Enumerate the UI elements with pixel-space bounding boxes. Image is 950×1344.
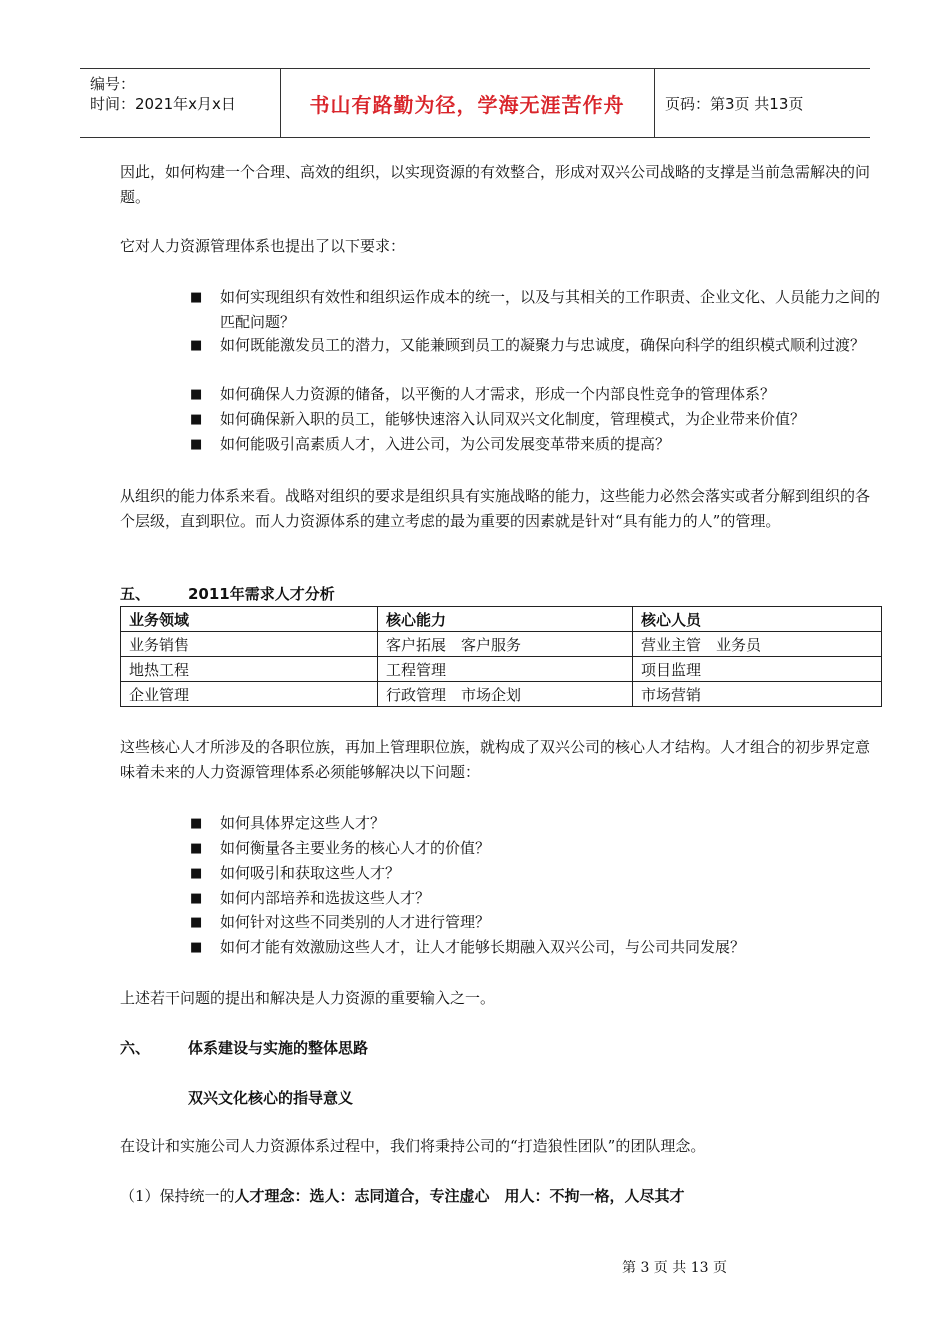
list-item-text: ■ 如何能吸引高素质人才，入进公司，为公司发展变革带来质的提高？ bbox=[220, 435, 671, 453]
table-cell: 客户拓展 客户服务 bbox=[378, 632, 633, 657]
list-item-text: ■ 如何衡量各主要业务的核心人才的价值？ bbox=[220, 839, 491, 857]
list-item bbox=[190, 886, 880, 911]
paragraph-2: 它对人力资源管理体系也提出了以下要求： bbox=[120, 237, 406, 255]
list-item bbox=[190, 836, 880, 861]
paragraph-5: 上述若干问题的提出和解决是人力资源的重要输入之一。 bbox=[120, 989, 496, 1007]
header-left-cell bbox=[80, 69, 281, 137]
table-cell: 项目监理 bbox=[633, 657, 882, 682]
talent-philosophy bbox=[120, 1184, 870, 1209]
list-item bbox=[190, 910, 880, 935]
table-cell: 工程管理 bbox=[378, 657, 633, 682]
table-cell: 企业管理 bbox=[121, 682, 378, 707]
table-row bbox=[121, 682, 882, 707]
page-code: 页码：第3页 共13页 bbox=[665, 94, 804, 113]
paragraph-4: 这些核心人才所涉及的各职位族，再加上管理职位族，就构成了双兴公司的核心人才结构。人才组合的初步界定意味着未来的人力资源管理体系必须能够解决以下问题： bbox=[120, 738, 871, 781]
table-cell: 业务销售 bbox=[121, 632, 378, 657]
section-6-title: 体系建设与实施的整体思路 bbox=[188, 1039, 369, 1057]
table-header-row bbox=[121, 607, 882, 632]
section-6-number: 六、 bbox=[120, 1039, 151, 1057]
motto: 书山有路勤为径，学海无涯苦作舟 bbox=[309, 92, 625, 117]
list-item-text: ■ 如何吸引和获取这些人才？ bbox=[220, 864, 401, 882]
table-cell: 行政管理 市场企划 bbox=[378, 682, 633, 707]
list-item bbox=[190, 382, 880, 407]
list-item bbox=[190, 861, 880, 886]
table-header-cell: 核心人员 bbox=[633, 607, 882, 632]
paragraph-1 bbox=[120, 160, 870, 210]
list-item bbox=[190, 935, 880, 960]
table-cell: 营业主管 业务员 bbox=[633, 632, 882, 657]
table-cell: 地热工程 bbox=[121, 657, 378, 682]
talent-prefix: （1）保持统一的 bbox=[120, 1187, 235, 1205]
list-item-text: ■ 如何确保新入职的员工，能够快速溶入认同双兴文化制度，管理模式，为企业带来价值？ bbox=[220, 410, 806, 428]
paragraph-3: 从组织的能力体系来看。战略对组织的要求是组织具有实施战略的能力，这些能力必然会落实或者分解到组织的各个层级，直到职位。而人力资源体系的建立考虑的最为重要的因素就是针对“具有能力的人”的管理。 bbox=[120, 487, 871, 530]
table-header-cell: 核心能力 bbox=[378, 607, 633, 632]
section-5-number: 五、 bbox=[120, 585, 151, 603]
paragraph-1-text: 因此，如何构建一个合理、高效的组织，以实现资源的有效整合，形成对双兴公司战略的支撑是当前急需解决的问题。 bbox=[120, 163, 871, 206]
page-footer: 第 3 页 共 13 页 bbox=[622, 1260, 727, 1276]
list-item-text: ■ 如何确保人力资源的储备，以平衡的人才需求，形成一个内部良性竞争的管理体系？ bbox=[220, 385, 776, 403]
list-item-text: ■ 如何具体界定这些人才？ bbox=[220, 814, 386, 832]
talent-philosophy-bold: 人才理念：选人：志同道合，专注虚心 用人：不拘一格，人尽其才 bbox=[234, 1187, 685, 1205]
table-header-cell: 业务领域 bbox=[121, 607, 378, 632]
list-item-text: ■ 如何既能激发员工的潜力，又能兼顾到员工的凝聚力与忠诚度，确保向科学的组织模式顺利过渡？ bbox=[220, 336, 866, 354]
number-label: 编号： bbox=[90, 75, 136, 93]
list-item-text: ■ 如何内部培养和选拔这些人才？ bbox=[220, 889, 431, 907]
section-6-subtitle: 双兴文化核心的指导意义 bbox=[188, 1089, 354, 1107]
list-item-text: ■ 如何针对这些不同类别的人才进行管理？ bbox=[220, 913, 491, 931]
table-row bbox=[121, 657, 882, 682]
list-item bbox=[190, 432, 880, 457]
talent-table bbox=[120, 606, 882, 707]
time-label: 时间：2021年x月x日 bbox=[90, 95, 236, 113]
table-cell: 市场营销 bbox=[633, 682, 882, 707]
list-item bbox=[190, 333, 880, 358]
paragraph-6: 在设计和实施公司人力资源体系过程中，我们将秉持公司的“打造狼性团队”的团队理念。 bbox=[120, 1137, 706, 1155]
list-item-text: ■ 如何才能有效激励这些人才，让人才能够长期融入双兴公司，与公司共同发展？ bbox=[220, 938, 746, 956]
header-motto-cell bbox=[280, 69, 655, 137]
header-page-cell bbox=[655, 69, 870, 137]
table-row bbox=[121, 632, 882, 657]
page-header bbox=[80, 68, 870, 138]
list-item-text: ■ 如何实现组织有效性和组织运作成本的统一，以及与其相关的工作职责、企业文化、人员能力之间的匹配问题？ bbox=[220, 288, 881, 331]
section-5-title: 2011年需求人才分析 bbox=[188, 585, 335, 603]
list-item bbox=[190, 407, 880, 432]
list-item bbox=[190, 285, 880, 335]
list-item bbox=[190, 811, 880, 836]
